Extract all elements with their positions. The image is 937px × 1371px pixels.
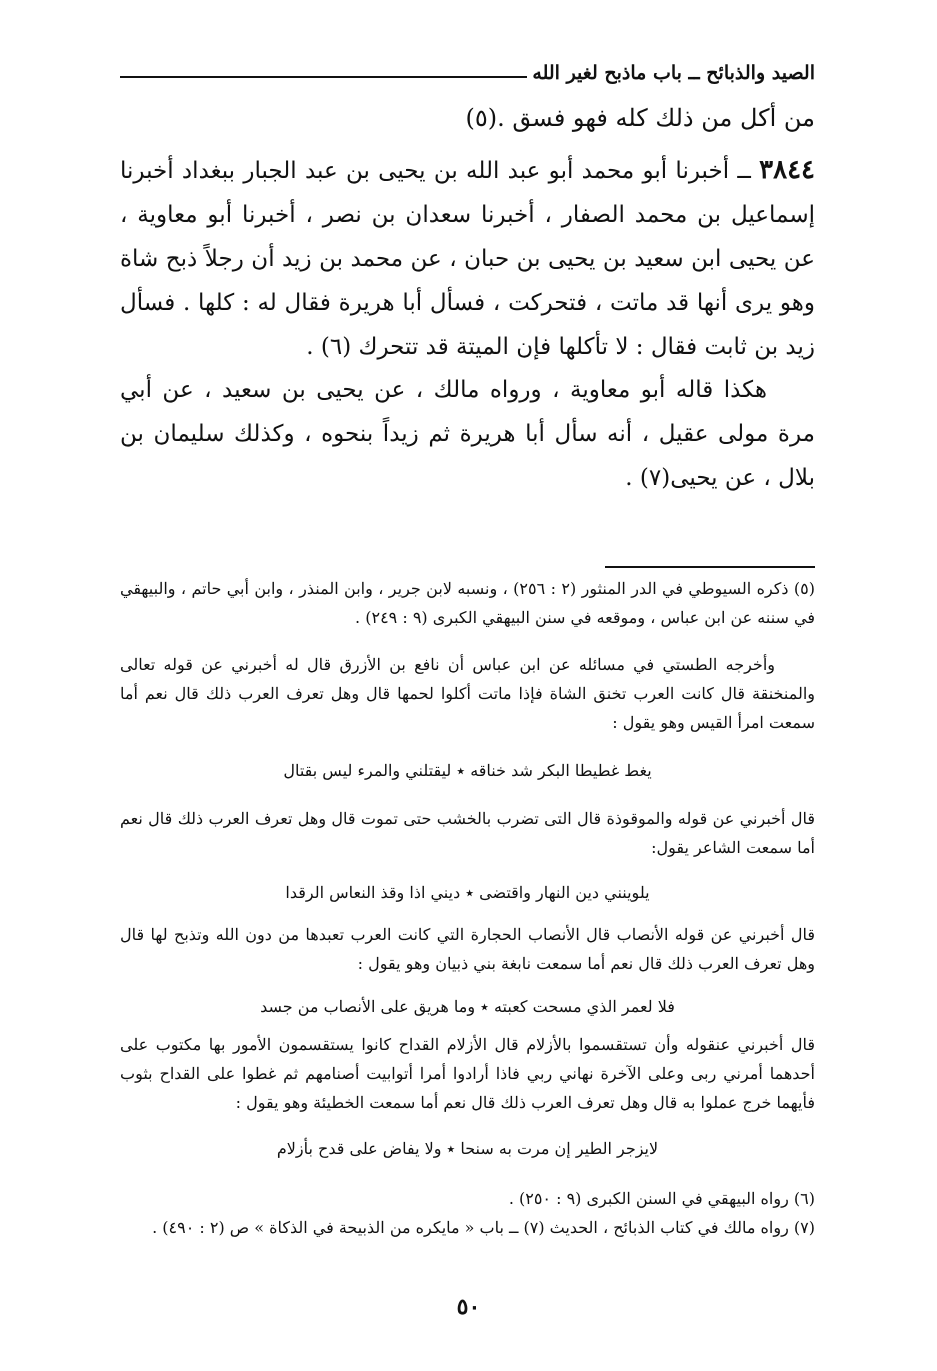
carry-over-line: من أكل من ذلك كله فهو فسق .(٥) (465, 104, 815, 132)
header-rule (120, 76, 527, 78)
footnote-tastaki: وأخرجه الطستي في مسائله عن ابن عباس أن نافع بن الأزرق قال له أخبرني عن قوله تعالى والمنخنقة قال كانت العرب تخنق الشاة فإذا ماتت أكلوا لحمها قال وهل تعرف العرب ذلك قال نعم أما سمعت امرأ القيس وهو يقول : (120, 655, 815, 732)
poetry-verse-4: لايزجر الطير إن مرت به سنحا ٭ ولا يفاض على قدح بأزلام (276, 1139, 659, 1158)
poetry-verse-2: يلوينني دين النهار واقتضى ٭ ديني اذا وقذ النعاس الرقدا (285, 883, 650, 902)
footnote-7: (٧) رواه مالك في كتاب الذبائح ، الحديث (٧) ــ باب « مايكره من الذبيحة في الذكاة » ص (٢ : ٤٩٠) . (152, 1218, 815, 1237)
footnote-question-4: قال أخبرني عنقوله وأن تستقسموا بالأزلام قال الأزلام القداح كانوا يستقسمون الأمور بها مكتوب على أحدهما أمرني ربى وعلى الآخرة نهاني ربي فاذا أرادوا أمرا أتوابيت أصنامهم ثم غطوا على القداح بثوب فأيهما خرج عملوا به قال وهل تعرف العرب ذلك قال نعم أما سمعت الخطيئة وهو يقول : (120, 1035, 815, 1112)
commentary-paragraph: هكذا قاله أبو معاوية ، ورواه مالك ، عن يحيى بن سعيد ، عن أبي مرة مولى عقيل ، أنه سأل أبا هريرة ثم زيداً بنحوه ، وكذلك سليمان بن بلال ، عن يحيى(٧) . (120, 377, 815, 491)
running-title: الصيد والذبائح ــ باب ماذبح لغير الله (532, 62, 815, 84)
footnote-question-2: قال أخبرني عن قوله والموقوذة قال التى تضرب بالخشب حتى تموت قال وهل تعرف العرب ذلك قال نعم أما سمعت الشاعر يقول: (120, 809, 815, 857)
hadith-number: ٣٨٤٤ (759, 155, 815, 185)
footnote-6: (٦) رواه البيهقي في السنن الكبرى (٩ : ٢٥٠) . (508, 1189, 815, 1208)
footnote-question-3: قال أخبرني عن قوله الأنصاب قال الأنصاب الحجارة التي كانت العرب تعبدها من دون الله وتذبح لها قال وهل تعرف العرب ذلك قال نعم أما سمعت نابغة بني ذبيان وهو يقول : (120, 925, 815, 973)
hadith-paragraph (120, 148, 815, 369)
footnote-separator (605, 566, 815, 568)
running-header (120, 62, 815, 90)
page-number: ٥٠ (456, 1294, 481, 1320)
footnote-5: (٥) ذكره السيوطي في الدر المنثور (٢ : ٢٥٦) ، ونسبه لابن جرير ، وابن المنذر ، وابن أبي حاتم ، والبيهقي في سننه عن ابن عباس ، وموقعه في سنن البيهقي الكبرى (٩ : ٢٤٩) . (120, 579, 816, 627)
hadith-text: ــ أخبرنا أبو محمد أبو عبد الله بن يحيى بن عبد الجبار ببغداد أخبرنا إسماعيل بن محمد الصفار ، أخبرنا سعدان بن نصر ، أخبرنا أبو معاوية ، عن يحيى ابن سعيد بن يحيى بن حبان ، عن محمد بن زيد أن رجلاً ذبح شاة وهو يرى أنها قد ماتت ، فتحركت ، فسأل أبا هريرة فقال له : كلها . فسأل زيد بن ثابت فقال : لا تأكلها فإن الميتة قد تتحرك (٦) . (120, 158, 815, 360)
poetry-verse-1: يغط غطيطا البكر شد خناقه ٭ ليقتلني والمرء ليس بقتال (283, 761, 652, 780)
poetry-verse-3: فلا لعمر الذي مسحت كعبته ٭ وما هريق على الأنصاب من جسد (260, 997, 675, 1016)
